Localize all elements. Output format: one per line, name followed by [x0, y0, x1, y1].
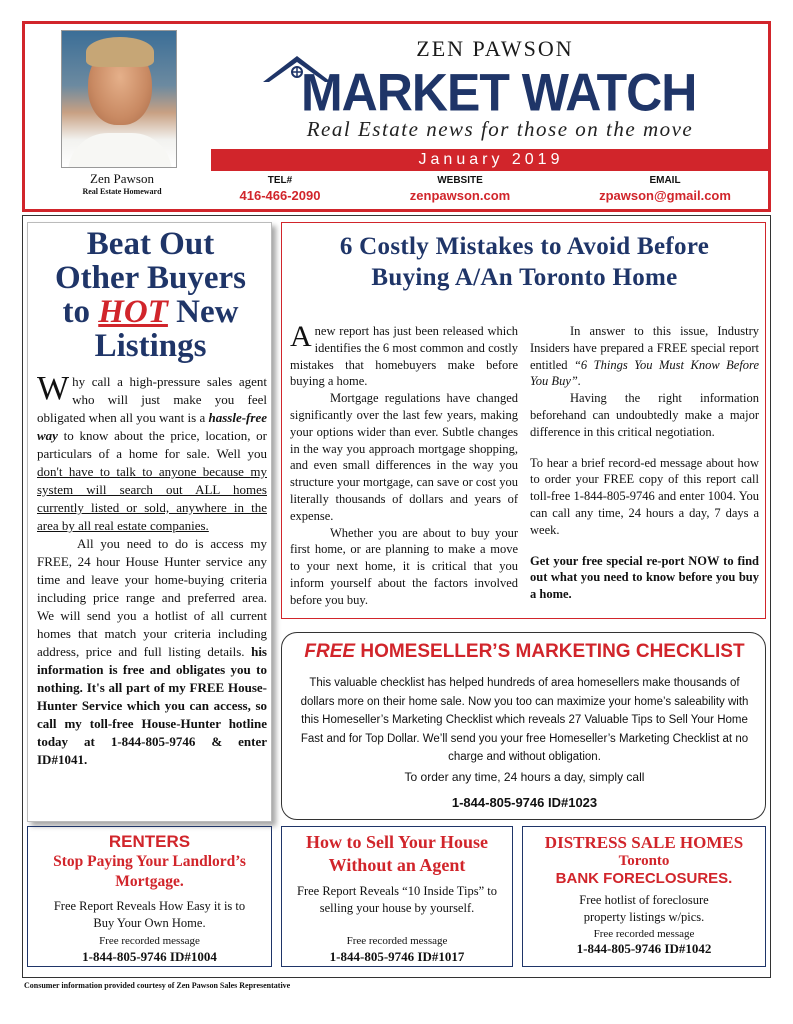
checklist-order-text: To order any time, 24 hours a day, simply call: [404, 770, 645, 784]
paragraph: [530, 390, 759, 440]
distress-box: [522, 826, 766, 967]
distress-desc: Free hotlist of foreclosure property listings w/pics.: [579, 893, 709, 924]
bold-text: Get your free special re-port NOW to find out what you need to know before you buy a home.: [530, 553, 759, 602]
text: Whether you are about to buy your first home, or are planning to make a move to your next home, it is critical that you inform yourself about the factors involved before you buy.: [290, 525, 518, 607]
agent-company: Real Estate Homeward: [82, 187, 162, 196]
article-column-1: [290, 320, 518, 609]
paragraph: [37, 535, 267, 769]
contact-label: WEBSITE: [437, 175, 483, 186]
agent-name: Zen Pawson: [90, 171, 154, 186]
paragraph: [530, 323, 759, 390]
title-text: HOMESELLER’S MARKETING CHECKLIST: [355, 641, 745, 662]
text: All you need to do is access my FREE, 24 hour House Hunter service any time and leave your home-buying criteria including price range and preferred area. We will send you a hotlist of all current homes that match your criteria including address, price and full listing details.: [37, 536, 267, 659]
renters-desc: Free Report Reveals How Easy it is to Buy Your Own Home.: [53, 899, 246, 930]
article-column-2: [530, 323, 759, 603]
renters-note: Free recorded message: [99, 935, 200, 947]
masthead: [22, 21, 771, 212]
sell-house-note: Free recorded message: [346, 935, 448, 947]
contact-label: TEL#: [267, 175, 293, 186]
text: to know about the price, location, or particulars of a home for sale. Well you: [37, 428, 267, 461]
market-watch-logo: [257, 48, 727, 122]
title-line: Beat Out: [86, 226, 215, 262]
checklist-body: This valuable checklist has helped hundreds of area homesellers make thousands of dollars more on their home sale. Now you too can maximize your home’s saleability with this Homeseller’s Marketing Checklist which reveals 27 Valuable Tips to Sell Your Home Fast and for Top Dollar. We’ll send you your free Homeseller’s Marketing Checklist at no charge and without obligation.: [300, 677, 749, 763]
footer-credit: Consumer information provided courtesy of Zen Pawson Sales Representative: [24, 981, 291, 990]
article-title: [282, 231, 767, 293]
text: Having the right information beforehand can undoubtedly make a major difference in this critical negotiation.: [530, 391, 759, 439]
renters-title: RENTERS: [108, 832, 191, 851]
paragraph: [290, 390, 518, 524]
distress-city: Toronto: [618, 853, 670, 869]
brand-name: ZEN PAWSON: [416, 36, 574, 61]
renters-box: [27, 826, 272, 967]
checklist-box: [281, 632, 766, 820]
text: In answer to this issue, Industry Insiders have prepared a FREE special report entitled: [530, 324, 759, 372]
checklist-title: [282, 641, 767, 663]
contact-value[interactable]: zpawson@gmail.com: [599, 188, 731, 203]
distress-note: Free recorded message: [593, 928, 695, 940]
contact-label: EMAIL: [649, 175, 681, 186]
title-to: to: [62, 294, 99, 330]
buyers-body: [37, 370, 267, 769]
underlined-text: don't have to talk to anyone because my system will search out ALL homes currently listed or sold, anywhere in the area by all real estate companies.: [37, 464, 267, 533]
title-line: Other Buyers: [55, 260, 246, 296]
contact-value[interactable]: zenpawson.com: [409, 188, 511, 203]
text: hy call a high-pressure sales agent who will just make you feel obligated when all you want is a: [37, 374, 267, 425]
free-word: FREE: [304, 641, 356, 662]
paragraph: [290, 320, 518, 390]
sell-house-desc: Free Report Reveals “10 Inside Tips” to selling your house by yourself.: [297, 884, 497, 915]
photo-shirt: [68, 133, 172, 168]
emphasis: hassle-free way: [37, 410, 267, 443]
title-line: 6 Costly Mistakes to Avoid Before: [339, 233, 710, 260]
bold-text: his information is free and obligates you to nothing. It's all part of my FREE House-Hunter Service which you can access, so call my toll-free House-Hunter hotline today at 1-844-805-9746 & enter ID#1041.: [37, 644, 267, 767]
renters-phone[interactable]: 1-844-805-9746 ID#1004: [82, 949, 217, 964]
sell-house-box: [281, 826, 513, 967]
text: new report has just been released which identifies the 6 most common and costly mistakes that homebuyers make before buying a home.: [290, 324, 518, 389]
contact-value[interactable]: 416-466-2090: [239, 188, 321, 203]
agent-photo: [61, 30, 177, 168]
text: Mortgage regulations have changed significantly over the last few years, making your options wider than ever. Subtle changes in the way you approach mortgage shopping, and even small differences in the way you structure your mortgage, can save or cost you literally thousands of dollars and years of expense.: [290, 391, 518, 523]
buyers-title: [28, 227, 273, 363]
contact-tel: [225, 175, 335, 203]
sell-house-phone[interactable]: 1-844-805-9746 ID#1017: [329, 949, 465, 964]
buyers-article: [27, 222, 272, 822]
paragraph: [530, 553, 759, 603]
renters-subtitle: Stop Paying Your Landlord’s Mortgage.: [53, 853, 246, 890]
dropcap: A: [290, 320, 312, 353]
dropcap: W: [37, 370, 70, 407]
distress-sub: BANK FORECLOSURES.: [555, 870, 733, 887]
photo-hair: [86, 37, 154, 67]
logo-text: MARKET WATCH: [301, 63, 697, 122]
title-line: Listings: [94, 328, 207, 364]
contact-website: [395, 175, 525, 203]
sell-house-title: How to Sell Your House Without an Agent: [305, 832, 488, 875]
issue-date: January 2019: [211, 149, 771, 171]
distress-phone[interactable]: 1-844-805-9746 ID#1042: [576, 941, 712, 956]
paragraph: To hear a brief record-ed message about how to order your FREE copy of this report call toll-free 1-844-805-9746 and enter 1004. You can call any time, 24 hours a day, 7 days a week.: [530, 455, 759, 537]
title-line: Buying A/An Toronto Home: [371, 264, 678, 291]
distress-title: DISTRESS SALE HOMES: [544, 833, 744, 852]
checklist-phone[interactable]: 1-844-805-9746 ID#1023: [451, 795, 598, 810]
title-line: [28, 295, 273, 329]
paragraph: [37, 370, 267, 535]
mistakes-article: [281, 222, 766, 619]
paragraph: [290, 525, 518, 609]
title-new: New: [167, 294, 239, 330]
hot-word: HOT: [98, 294, 168, 330]
report-title: “6 Things You Must Know Before You Buy”.: [530, 357, 759, 389]
tagline: Real Estate news for those on the move: [306, 117, 694, 141]
contact-email: [585, 175, 745, 203]
